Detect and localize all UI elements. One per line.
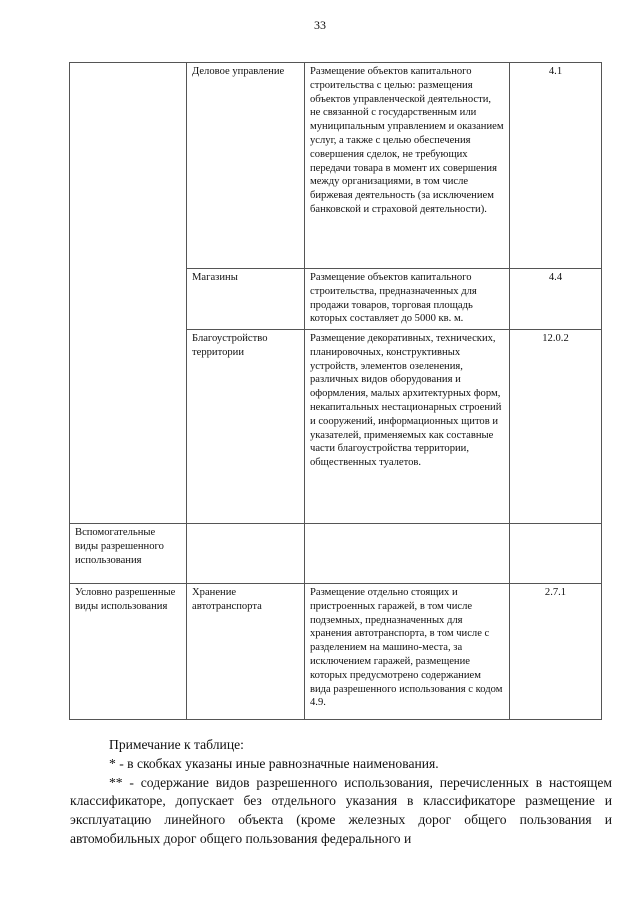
description-cell: Размещение отдельно стоящих и пристроенных гаражей, в том числе подземных, предназначенных для хранения автотранспорта, в том числе с разделением на машино-места, за исключением гаражей, размещение которых предусмотрено содержанием вида разрешенного использования с кодом 4.9. — [305, 584, 510, 720]
use-name-cell: Благоустройство территории — [187, 330, 305, 524]
code-cell: 12.0.2 — [510, 330, 602, 524]
note-alternative-names: * - в скобках указаны иные равнозначные наименования. — [109, 755, 439, 771]
use-name-cell: Деловое управление — [187, 63, 305, 269]
group-cell: Вспомогательные виды разрешенного использования — [70, 524, 187, 584]
description-cell: Размещение объектов капитального строительства, предназначенных для продажи товаров, торговая площадь которых составляет до 5000 кв. м. — [305, 269, 510, 330]
description-cell: Размещение объектов капитального строительства с целью: размещения объектов управленческой деятельности, не связанной с государственным или муниципальным управлением и оказанием услуг, а также с целью обеспечения совершения сделок, не требующих передачи товара в момент их совершения между организациями, в том числе биржевая деятельность (за исключением банковской и страховой деятельности). — [305, 63, 510, 269]
table-notes — [70, 736, 612, 849]
code-cell — [510, 524, 602, 584]
code-cell: 2.7.1 — [510, 584, 602, 720]
table-row — [70, 63, 602, 269]
group-cell-main — [70, 63, 187, 524]
description-cell — [305, 524, 510, 584]
description-cell: Размещение декоративных, технических, планировочных, конструктивных устройств, элементов озеленения, различных видов оборудования и оформления, малых архитектурных форм, некапитальных нестационарных строений и сооружений, информационных щитов и указателей, применяемых как составные части благоустройства территории, общественных туалетов. — [305, 330, 510, 524]
note-linear-objects: ** - содержание видов разрешенного использования, перечисленных в настоящем классификаторе, допускает без отдельного указания в классификаторе размещение и эксплуатацию линейного объекта (кроме железных дорог общего пользования и автомобильных дорог общего пользования федерального и — [70, 774, 612, 846]
page-number: 33 — [314, 18, 326, 32]
code-cell: 4.4 — [510, 269, 602, 330]
table-row — [70, 584, 602, 720]
use-name-cell: Хранение автотранспорта — [187, 584, 305, 720]
table-row — [70, 524, 602, 584]
notes-title: Примечание к таблице: — [109, 737, 244, 752]
code-cell: 4.1 — [510, 63, 602, 269]
land-use-table — [69, 62, 602, 720]
group-cell: Условно разрешенные виды использования — [70, 584, 187, 720]
use-name-cell — [187, 524, 305, 584]
use-name-cell: Магазины — [187, 269, 305, 330]
